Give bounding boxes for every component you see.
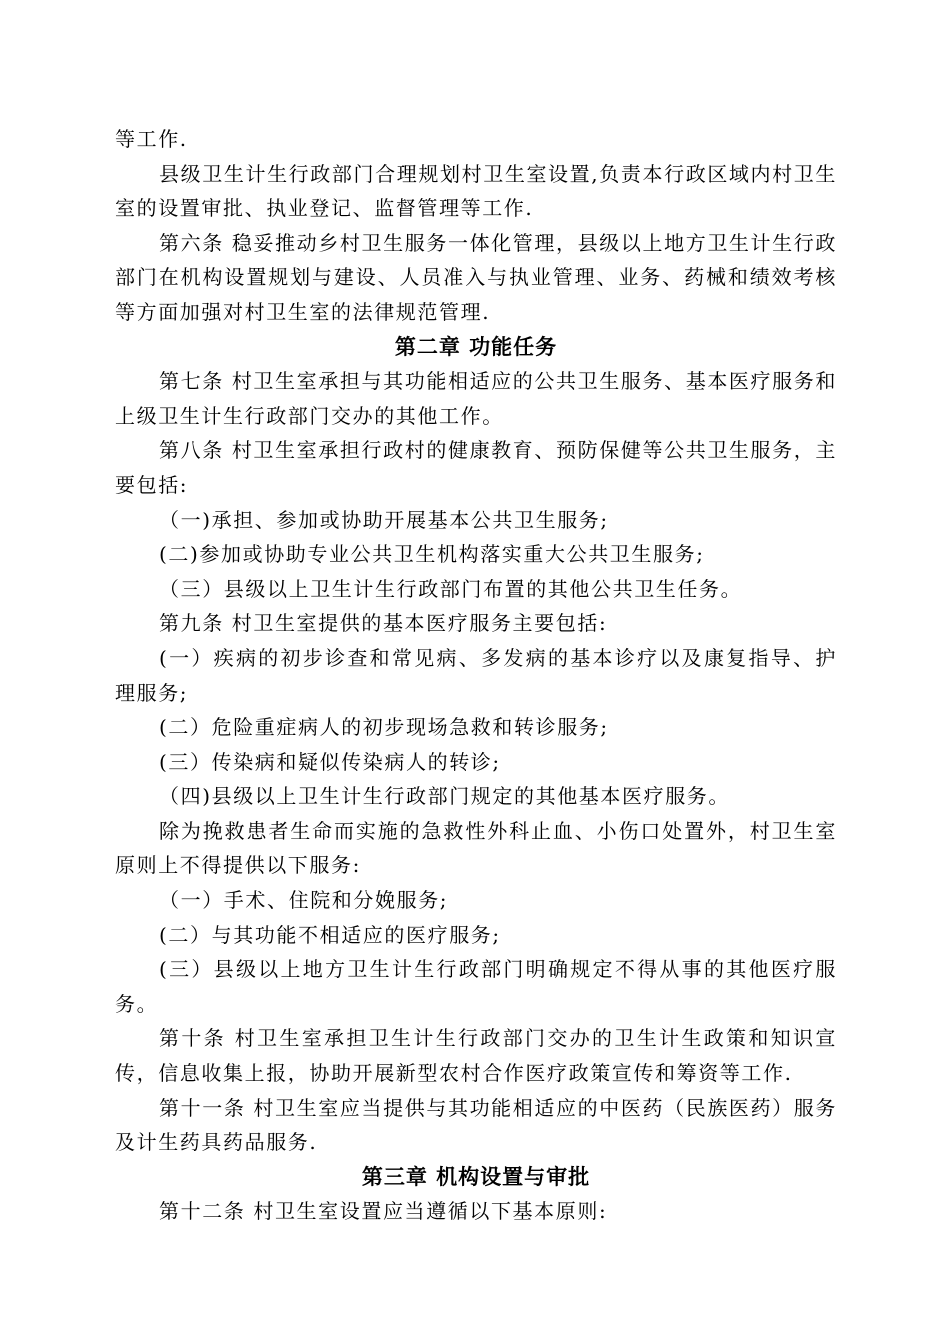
list-item: (二）与其功能不相适应的医疗服务; (159, 922, 501, 947)
article-12: 第十二条 村卫生室设置应当遵循以下基本原则: (159, 1199, 608, 1224)
list-item: （一)承担、参加或协助开展基本公共卫生服务; (159, 507, 609, 532)
article-11: 第十一条 村卫生室应当提供与其功能相适应的中医药（民族医药）服务及计生药具药品服务. (115, 1095, 837, 1155)
list-item: （三）县级以上卫生计生行政部门布置的其他公共卫生任务。 (159, 576, 743, 601)
document-body (115, 122, 837, 1229)
article-8: 第八条 村卫生室承担行政村的健康教育、预防保健等公共卫生服务，主要包括: (115, 438, 837, 497)
article-10: 第十条 村卫生室承担卫生计生行政部门交办的卫生计生政策和知识宣传，信息收集上报，协助开展新型农村合作医疗政策宣传和筹资等工作. (115, 1026, 837, 1086)
list-item: (二）危险重症病人的初步现场急救和转诊服务; (159, 715, 609, 740)
paragraph: 等工作. (115, 127, 188, 151)
list-item: (一）疾病的初步诊查和常见病、多发病的基本诊疗以及康复指导、护理服务; (115, 645, 837, 705)
article-9: 第九条 村卫生室提供的基本医疗服务主要包括: (159, 611, 608, 636)
paragraph: 除为挽救患者生命而实施的急救性外科止血、小伤口处置外，村卫生室原则上不得提供以下服务: (115, 818, 837, 878)
list-item: （一）手术、住院和分娩服务; (159, 888, 449, 913)
list-item: (三）县级以上地方卫生计生行政部门明确规定不得从事的其他医疗服务。 (115, 957, 837, 1016)
paragraph: 县级卫生计生行政部门合理规划村卫生室设置,负责本行政区域内村卫生室的设置审批、执业登记、监督管理等工作. (115, 161, 837, 221)
list-item: (三）传染病和疑似传染病人的转诊; (159, 749, 501, 774)
chapter-3-heading: 第三章 机构设置与审批 (361, 1164, 591, 1189)
article-7: 第七条 村卫生室承担与其功能相适应的公共卫生服务、基本医疗服务和上级卫生计生行政部门交办的其他工作。 (115, 369, 837, 428)
article-6: 第六条 稳妥推动乡村卫生服务一体化管理，县级以上地方卫生计生行政部门在机构设置规划与建设、人员准入与执业管理、业务、药械和绩效考核等方面加强对村卫生室的法律规范管理. (115, 230, 837, 324)
list-item: （四)县级以上卫生计生行政部门规定的其他基本医疗服务。 (159, 784, 731, 809)
list-item: (二)参加或协助专业公共卫生机构落实重大公共卫生服务; (159, 542, 705, 567)
chapter-2-heading: 第二章 功能任务 (394, 334, 558, 359)
